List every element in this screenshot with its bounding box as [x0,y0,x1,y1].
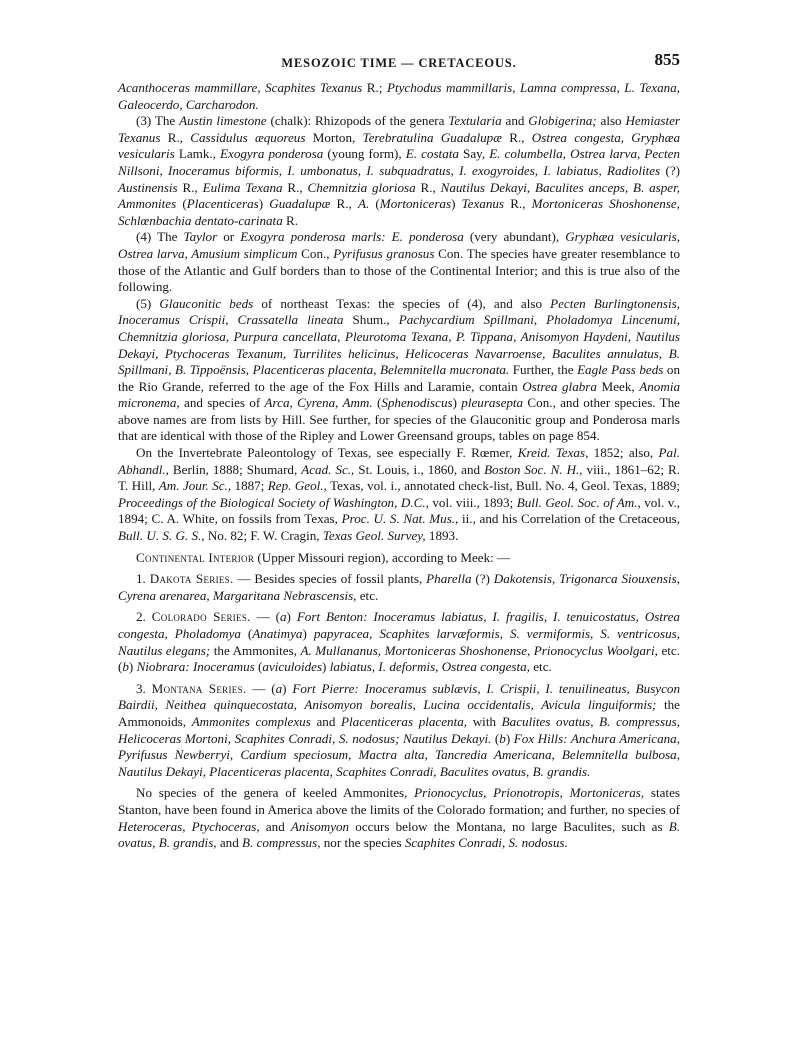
text-run: nor the species [320,835,405,851]
italic-text: Dakotensis, Trigonarca Siouxensis, Cyrena arenarea, Margaritana Nebrascensis, [118,571,681,603]
italic-text: Eulima Texana [202,179,283,195]
text-run: Lamk., [174,146,221,162]
italic-text: Austin limestone [179,113,267,129]
paragraph-p2 [118,229,680,295]
text-run: ( [372,395,382,411]
text-run: ) [322,659,330,675]
text-run: with [467,713,502,729]
text-run: states Stanton, have been found in America above the limits of the Colorado formation; and further, no species of [118,785,680,817]
text-run: ( [176,196,187,212]
italic-text: Gryphæa vesicularis, Ostrea larva, Amusium simplicum [118,229,681,261]
text-run: etc. ( [118,642,681,675]
text-run: 3. [136,680,152,696]
italic-text: Rep. Geol., [267,478,327,494]
text-run: R., [160,129,191,145]
italic-text: A. Mullananus, Mortoniceras Shoshonense, Prionocyclus Woolgari, [300,642,658,658]
italic-text: Scaphites Conradi, S. nodosus. [404,835,568,851]
text-run: vol. v., 1894; C. A. White, on fossils from Texas, [118,494,680,527]
italic-text: Fort Benton: Inoceramus labiatus, I. fragilis, I. tenuicostatus, Ostrea congesta, Pholadomya [118,609,680,641]
text-run: (4) The [136,229,184,245]
text-run: ) [258,196,270,212]
text-run: ) [452,395,462,411]
text-run: ( [491,730,500,746]
text-run: R., [330,196,358,212]
text-run: Con., [297,245,334,261]
text-run: ( [369,196,380,212]
italic-text: Mortoniceras [379,196,452,212]
text-run: vol. viii., 1893; [428,494,517,510]
italic-text: Exogyra ponderosa marls: E. ponderosa [240,229,464,245]
text-run: Say, [458,146,490,162]
italic-text: Acad. Sc., [301,461,355,477]
italic-text: Baculites ovatus, B. compressus, Helicoceras Mortoni, Scaphites Conradi, S. nodosus; Nautilus Dekayi. [118,713,681,746]
text-run: of northeast Texas: the species of (4), and also [253,295,551,311]
italic-text: aviculoides [262,659,323,675]
italic-text: Ostrea congesta, Gryphæa vesicularis [118,129,681,162]
text-run: No species of the genera of keeled Ammonites, [136,785,415,801]
text-run: ( [254,659,263,675]
italic-text: Terebratulina Guadalupæ [362,129,502,145]
text-run: (5) [136,295,160,311]
italic-text: labiatus, I. deformis, Ostrea congesta, [329,659,530,675]
page-header [118,52,680,74]
italic-text: Guadalupæ [269,196,331,212]
section-heading: Montana Series. [151,680,247,696]
text-run: (3) The [136,113,180,129]
italic-text: Hemiaster Texanus [118,113,681,145]
italic-text: Placenticeras placenta, [341,713,468,729]
text-run: ( [240,626,253,641]
italic-text: Ostrea glabra [522,378,597,394]
text-run: occurs below the Montana, no large Baculites, such as [349,818,669,834]
text-run: R., [501,129,532,145]
text-run: the Ammonoids, [118,697,680,729]
text-run: — ( [250,609,280,625]
text-run: — ( [246,680,276,696]
text-run: (?) [471,571,494,587]
text-run: etc. [356,587,379,603]
text-run: R. [282,212,299,228]
text-run: ) [505,730,514,746]
text-run: Morton, [305,129,363,145]
italic-text: Texanus [461,196,505,212]
text-run: 1887; [231,478,268,494]
text-run: R.; [362,80,387,95]
text-run: R., [415,179,441,195]
text-run: R., [177,179,203,195]
italic-text: Anatimya [252,626,303,641]
italic-text: Exogyra ponderosa [220,146,324,162]
italic-text: Arca, Cyrena, Amm. [264,395,373,411]
text-run: 1852; also, [588,445,659,461]
paragraph-p1 [118,113,680,229]
text-run: ) [451,196,462,212]
section-heading: Dakota Series. [149,571,234,587]
text-run: the Ammonites, [210,642,301,658]
italic-text: E. costata [405,146,459,162]
text-run: R., [504,196,532,212]
text-run: (Upper Missouri region), according to Meek: — [254,549,511,565]
italic-text: pleurasepta [461,395,524,411]
text-run: also [596,113,626,129]
italic-text: b [499,730,506,746]
text-run: and [216,835,243,851]
text-run: ) [128,659,137,675]
italic-text: Anomia micronema, [118,378,680,411]
text-run: Con., and other species. The above names are from lists by Hill. See further, for species of the Glauconitic group and Ponderosa marls that are identical with those of the Ripley and Lower Greensand groups, tables on page 854. [118,395,680,444]
text-run: (very abundant), [463,229,566,245]
paragraph-p7 [118,609,680,675]
text-run: Further, the [509,362,578,378]
text-run: on the Rio Grande, referred to the age of the Fox Hills and Laramie, contain [118,362,681,394]
italic-text: Globigerina; [528,113,597,129]
text-run: Con. The species have greater resemblance to those of the Atlantic and Gulf borders than to those of the Continental Interior; and this is true also of the following. [118,245,681,295]
text-run: No. 82; F. W. Cragin, [204,528,323,544]
text-run: (?) [660,162,680,178]
paragraph-p8 [118,681,680,781]
section-heading: Colorado Series. [151,609,251,625]
text-run: Texas, vol. i., annotated check-list, Bull. No. 4, Geol. Texas, 1889; [326,478,680,494]
text-run: On the Invertebrate Paleontology of Texas, see especially F. Rœmer, [136,445,518,461]
italic-text: Pal. Abhandl., [118,445,680,477]
italic-text: Bull. Geol. Soc. of Am., [516,494,641,510]
italic-text: Bull. U. S. G. S., [118,528,205,544]
italic-text: Austinensis [118,179,178,195]
text-run: (chalk): Rhizopods of the genera [266,113,449,129]
italic-text: Prionocyclus, Prionotropis, Mortoniceras, [414,785,645,801]
italic-text: Kreid. Texas, [517,445,589,461]
italic-text: Niobrara: Inoceramus [136,659,255,675]
text-run: (young form), [323,146,406,162]
italic-text: Texas Geol. Survey, [322,528,426,544]
italic-text: Taylor [183,229,218,245]
running-head: MESOZOIC TIME — CRETACEOUS. [281,56,517,70]
italic-text: E. columbella, Ostrea larva, Pecten Nillsoni, Inoceramus biformis, I. umbonatus, I. subquadratus, I. exogyroides, I. labiatus, Radiolites [118,146,680,178]
italic-text: A. [357,196,370,212]
document-page [118,52,680,852]
italic-text: Heteroceras, Ptychoceras, [118,818,260,834]
italic-text: a [275,680,283,696]
text-run: and [310,713,342,729]
italic-text: B. compressus, [242,835,321,851]
italic-text: Fort Pierre: Inoceramus sublævis, I. Crispii, I. tenuilineatus, Busycon Bairdii, Neithea quinquecostata, Anisomyon borealis, Lucina occidentalis, Avicula linguiformis; [118,680,681,713]
text-run: and [501,113,529,129]
text-run: 2. [136,609,152,625]
italic-text: B. ovatus, B. grandis, [118,818,680,851]
italic-text: Pachycardium Spillmani, Pholadomya Lincenumi, Chemnitzia gloriosa, Purpura cancellata, Pleurotoma Texana, P. Tippana, Anisomyon Haydeni, Nautilus Dekayi, Ptychoceras Texanum, Turrilites helicinus, Helicoceras Navarroense, Baculites annulatus, B. Spillmani, B. Tippoënsis, Placenticeras placenta, Belemnitella mucronata. [118,312,680,378]
italic-text: Ptychodus mammillaris, Lamna compressa, L. Texana, Galeocerdo, Carcharodon. [118,80,680,112]
text-run: Shum., [343,312,399,328]
italic-text: Pharella [426,571,472,587]
text-run: etc. [529,659,552,675]
italic-text: Acanthoceras mammillare, Scaphites Texanus [118,80,363,95]
text-run: R., [282,179,308,195]
paragraph-p4 [118,445,680,545]
italic-text: Fox Hills: Anchura Americana, Pyrifusus Newberryi, Cardium speciosum, Mactra alta, Tancredia Americana, Belemnitella bulbosa, Nautilus Dekayi, Placenticeras placenta, Scaphites Conradi, Baculites ovatus, B. grandis. [118,730,680,779]
italic-text: Pecten Burlingtonensis, Inoceramus Crispii, Crassatella lineata [118,295,681,328]
italic-text: Pyrifusus granosus [333,245,435,261]
text-run: St. Louis, i., 1860, and [354,461,485,477]
italic-text: Ammonites complexus [191,713,311,729]
italic-text: Chemnitzia gloriosa [307,179,416,195]
italic-text: Proceedings of the Biological Society of Washington, D.C., [118,494,429,510]
paragraph-p9 [118,785,680,851]
italic-text: Nautilus Dekayi, Baculites anceps, B. asper, Ammonites [118,179,681,212]
text-run: ) [286,609,297,625]
italic-text: Placenticeras [186,196,259,212]
italic-text: b [122,659,129,675]
page-number: 855 [654,50,680,69]
italic-text: papyracea, Scaphites larvæformis, S. vermiformis, S. ventricosus, Nautilus elegans; [118,626,680,658]
text-run: or [217,229,241,245]
paragraph-p5 [118,550,680,567]
body-text [118,80,680,852]
italic-text: Boston Soc. N. H., [484,461,583,477]
text-run: and species of [179,395,265,411]
italic-text: Glauconitic beds [159,295,254,311]
text-run: ) [282,680,293,696]
italic-text: Anisomyon [290,818,350,834]
italic-text: a [280,609,287,625]
text-run: 1. [136,571,150,587]
italic-text: Proc. U. S. Nat. Mus., [341,511,459,527]
text-run: Meek, [596,378,640,394]
italic-text: Textularia [448,113,502,129]
paragraph-p0 [118,80,680,113]
text-run: and [259,818,291,834]
italic-text: Am. Jour. Sc., [158,478,232,494]
text-run: Berlin, 1888; Shumard, [168,461,302,477]
italic-text: Sphenodiscus [381,395,453,411]
paragraph-p3 [118,296,680,445]
text-run: viii., 1861–62; R. T. Hill, [118,461,681,494]
italic-text: Mortoniceras Shoshonense, Schlœnbachia dentato-carinata [118,196,681,228]
text-run: 1893. [425,528,459,544]
text-run: ii., and his Correlation of the Cretaceous, [458,511,681,527]
italic-text: Cassidulus æquoreus [190,129,306,145]
text-run: — Besides species of fossil plants, [233,571,427,587]
section-heading: Continental Interior [136,549,255,565]
italic-text: Eagle Pass beds [577,362,664,378]
paragraph-p6 [118,571,680,604]
text-run: ) [302,626,314,641]
